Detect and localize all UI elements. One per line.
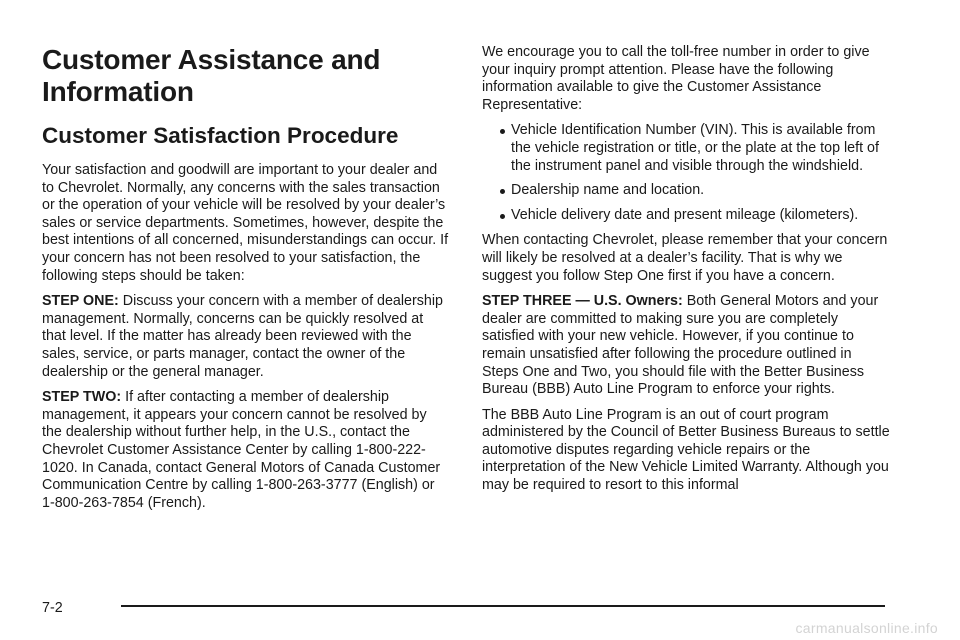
step-one-label: STEP ONE: xyxy=(42,293,119,310)
bbb-paragraph: The BBB Auto Line Program is an out of court program administered by the Council of Better Business Bureaus to settle automotive disputes regarding vehicle repairs or the interpretation of the New Vehicle Limited Warranty. Although you may be required to resort to this informal xyxy=(482,406,890,494)
step-one-text: Discuss your concern with a member of dealership management. Normally, concerns can be quickly resolved at that level. If the matter has already been reviewed with the sales, service, or parts manager, contact the owner of the dealership or the general manager. xyxy=(42,293,443,380)
step-three-label: STEP THREE — U.S. Owners: xyxy=(482,293,683,310)
list-item xyxy=(482,122,890,175)
info-list xyxy=(482,122,890,224)
step-one-paragraph xyxy=(42,293,450,381)
left-column xyxy=(42,44,450,520)
page-title: Customer Assistance and Information xyxy=(42,44,381,107)
step-three-paragraph xyxy=(482,293,890,399)
right-column xyxy=(482,44,890,503)
watermark: carmanualsonline.info xyxy=(795,620,938,636)
list-item-text: Vehicle Identification Number (VIN). This is available from the vehicle registration or title, or the plate at the top left of the instrument panel and visible through the windshield. xyxy=(511,122,879,174)
list-item xyxy=(482,182,890,200)
list-item xyxy=(482,207,890,225)
step-two-text: If after contacting a member of dealership management, it appears your concern cannot be resolved by the dealership without further help, in the U.S., contact the Chevrolet Customer Assistance Center by calling 1-800-222-1020. In Canada, contact General Motors of Canada Customer Communication Centre by calling 1-800-263-3777 (English) or 1-800-263-7854 (French). xyxy=(42,389,441,511)
list-item-text: Dealership name and location. xyxy=(511,182,705,199)
encourage-paragraph: We encourage you to call the toll-free number in order to give your inquiry prompt attention. Please have the following information available to give the Customer Assistance Representative: xyxy=(482,44,870,113)
list-item-text: Vehicle delivery date and present mileage (kilometers). xyxy=(511,206,859,223)
step-three-text: Both General Motors and your dealer are committed to making sure you are completely satisfied with your new vehicle. However, if you continue to remain unsatisfied after following the procedure outlined in Steps One and Two, you should file with the Better Business Bureau (BBB) Auto Line Program to enforce your rights. xyxy=(482,293,879,398)
intro-paragraph: Your satisfaction and goodwill are important to your dealer and to Chevrolet. Normally, any concerns with the sales transaction or the operation of your vehicle will be resolved by your dealer’s sales or service departments. Sometimes, however, despite the best intentions of all concerned, misunderstandings can occur. If your concern has not been resolved to your satisfaction, the following steps should be taken: xyxy=(42,162,449,284)
section-heading: Customer Satisfaction Procedure xyxy=(42,123,399,148)
contacting-paragraph: When contacting Chevrolet, please remember that your concern will likely be resolved at a dealer’s facility. That is why we suggest you follow Step One first if you have a concern. xyxy=(482,232,888,284)
step-two-label: STEP TWO: xyxy=(42,389,122,406)
bullet-icon xyxy=(500,129,505,134)
page-number: 7-2 xyxy=(42,600,63,616)
bullet-icon xyxy=(500,214,505,219)
step-two-paragraph xyxy=(42,389,450,512)
footer-divider xyxy=(121,605,885,607)
bullet-icon xyxy=(500,189,505,194)
